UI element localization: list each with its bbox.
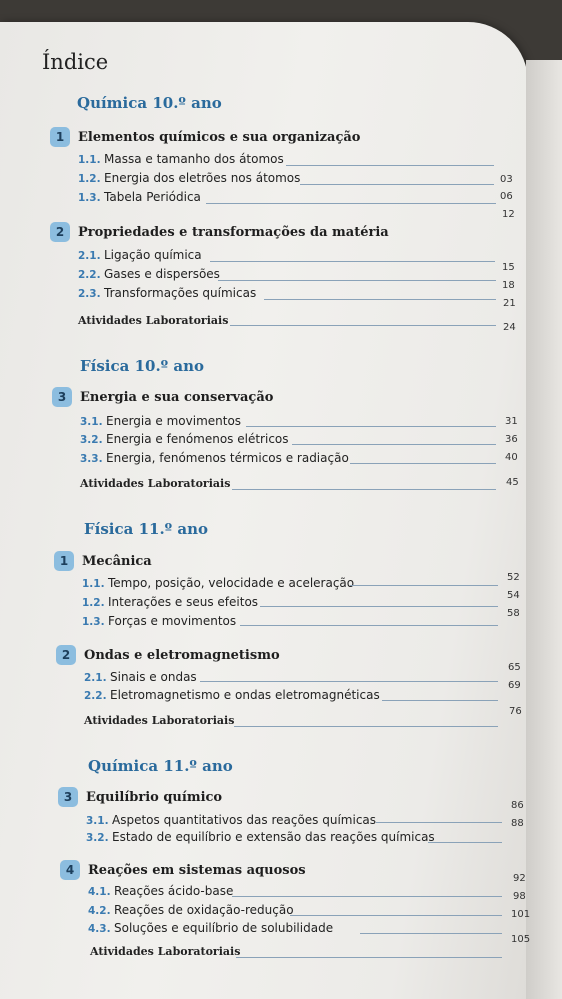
- entry-number: 2.2.: [84, 690, 107, 702]
- entry-number: 1.2.: [78, 173, 101, 185]
- toc-entry: [82, 614, 236, 628]
- leader-line: [236, 957, 502, 958]
- toc-entry: [90, 945, 240, 958]
- page-number: 69: [508, 680, 521, 691]
- leader-line: [218, 280, 496, 281]
- leader-line: [234, 726, 498, 727]
- toc-entry: [78, 267, 220, 281]
- entry-label: Ligação química: [104, 248, 202, 262]
- toc-entry: [78, 314, 228, 327]
- toc-entry: [78, 248, 202, 262]
- entry-label: Transformações químicas: [104, 286, 257, 300]
- section-heading: Física 11.º ano: [84, 520, 209, 538]
- entry-label: Tabela Periódica: [104, 190, 201, 204]
- page-number: 45: [506, 477, 519, 488]
- chapter-heading: [52, 387, 273, 407]
- page-number: 86: [511, 800, 524, 811]
- entry-number: 1.2.: [82, 597, 105, 609]
- entry-label: Eletromagnetismo e ondas eletromagnéticas: [110, 688, 380, 702]
- entry-label: Massa e tamanho dos átomos: [104, 152, 284, 166]
- toc-entry: [88, 921, 333, 935]
- entry-number: 4.1.: [88, 886, 111, 898]
- leader-line: [260, 606, 498, 607]
- entry-label: Reações ácido-base: [114, 884, 234, 898]
- toc-entry: [86, 813, 376, 827]
- entry-label: Atividades Laboratoriais: [84, 714, 235, 727]
- entry-number: 2.1.: [78, 250, 101, 262]
- page-number: 88: [511, 818, 524, 829]
- leader-line: [300, 184, 494, 185]
- entry-number: 3.2.: [80, 434, 103, 446]
- entry-label: Energia e fenómenos elétricos: [106, 432, 289, 446]
- entry-number: 1.3.: [78, 192, 101, 204]
- entry-number: 3.1.: [86, 815, 109, 827]
- leader-line: [232, 896, 502, 897]
- entry-number: 2.2.: [78, 269, 101, 281]
- entry-label: Aspetos quantitativos das reações químicas: [112, 813, 377, 827]
- chapter-heading: [56, 645, 280, 665]
- entry-number: 3.3.: [80, 453, 103, 465]
- page-number: 18: [502, 280, 515, 291]
- section-heading: Química 11.º ano: [88, 757, 233, 775]
- leader-line: [376, 822, 502, 823]
- leader-line: [382, 700, 498, 701]
- page-number: 92: [513, 873, 526, 884]
- page-number: 58: [507, 608, 520, 619]
- chapter-heading: [50, 127, 360, 147]
- section-heading: Química 10.º ano: [77, 94, 222, 112]
- leader-line: [210, 261, 495, 262]
- chapter-heading: [60, 860, 306, 880]
- entry-number: 3.2.: [86, 832, 109, 844]
- chapter-title: Equilíbrio químico: [86, 789, 223, 805]
- leader-line: [246, 426, 496, 427]
- entry-number: 1.1.: [82, 578, 105, 590]
- toc-entry: [78, 171, 300, 185]
- toc-entry: [84, 670, 197, 684]
- entry-label: Energia, fenómenos térmicos e radiação: [106, 451, 349, 465]
- book-page: [0, 22, 531, 999]
- page-number: 06: [500, 191, 513, 202]
- toc-entry: [82, 595, 258, 609]
- page-number: 03: [500, 174, 513, 185]
- chapter-title: Propriedades e transformações da matéria: [78, 224, 389, 240]
- leader-line: [428, 842, 502, 843]
- entry-label: Estado de equilíbrio e extensão das reações químicas: [112, 830, 435, 844]
- toc-entry: [80, 477, 230, 490]
- page-number: 15: [502, 262, 515, 273]
- entry-number: 4.3.: [88, 923, 111, 935]
- toc-entry: [78, 152, 284, 166]
- entry-label: Reações de oxidação-redução: [114, 903, 294, 917]
- chapter-title: Reações em sistemas aquosos: [88, 862, 306, 878]
- entry-number: 4.2.: [88, 905, 111, 917]
- chapter-title: Ondas e eletromagnetismo: [84, 647, 280, 663]
- toc-entry: [84, 714, 234, 727]
- chapter-heading: [50, 222, 389, 242]
- entry-number: 3.1.: [80, 416, 103, 428]
- chapter-number-badge: 1: [54, 551, 74, 571]
- page-number: 24: [503, 322, 516, 333]
- entry-label: Atividades Laboratoriais: [90, 945, 241, 958]
- chapter-number-badge: 2: [56, 645, 76, 665]
- page-number: 52: [507, 572, 520, 583]
- leader-line: [232, 489, 496, 490]
- toc-entry: [78, 286, 256, 300]
- toc-entry: [86, 830, 435, 844]
- chapter-number-badge: 1: [50, 127, 70, 147]
- entry-label: Atividades Laboratoriais: [78, 314, 229, 327]
- chapter-number-badge: 3: [58, 787, 78, 807]
- chapter-title: Energia e sua conservação: [80, 389, 274, 405]
- entry-label: Sinais e ondas: [110, 670, 197, 684]
- page-number: 21: [503, 298, 516, 309]
- leader-line: [230, 325, 496, 326]
- leader-line: [360, 933, 502, 934]
- page-number: 54: [507, 590, 520, 601]
- page-edge: [526, 60, 562, 999]
- toc-entry: [80, 414, 241, 428]
- leader-line: [240, 625, 498, 626]
- page-title: Índice: [42, 50, 109, 74]
- page-number: 76: [509, 706, 522, 717]
- leader-line: [350, 585, 498, 586]
- entry-label: Energia dos eletrões nos átomos: [104, 171, 301, 185]
- toc-entry: [88, 884, 233, 898]
- entry-number: 1.3.: [82, 616, 105, 628]
- toc-entry: [80, 432, 289, 446]
- page-number: 98: [513, 891, 526, 902]
- chapter-title: Elementos químicos e sua organização: [78, 129, 361, 145]
- page-number: 12: [502, 209, 515, 220]
- toc-entry: [80, 451, 349, 465]
- toc-entry: [78, 190, 201, 204]
- entry-label: Atividades Laboratoriais: [80, 477, 231, 490]
- section-heading: Física 10.º ano: [80, 357, 205, 375]
- entry-label: Soluções e equilíbrio de solubilidade: [114, 921, 334, 935]
- chapter-number-badge: 4: [60, 860, 80, 880]
- page-number: 101: [511, 909, 531, 920]
- page-number: 40: [505, 452, 518, 463]
- entry-number: 1.1.: [78, 154, 101, 166]
- page-number: 31: [505, 416, 518, 427]
- page-number: 105: [511, 934, 531, 945]
- chapter-number-badge: 2: [50, 222, 70, 242]
- chapter-title: Mecânica: [82, 553, 152, 569]
- leader-line: [206, 203, 496, 204]
- leader-line: [200, 681, 498, 682]
- page-number: 65: [508, 662, 521, 673]
- page-number: 36: [505, 434, 518, 445]
- entry-number: 2.3.: [78, 288, 101, 300]
- leader-line: [350, 463, 496, 464]
- leader-line: [290, 915, 502, 916]
- entry-label: Interações e seus efeitos: [108, 595, 259, 609]
- leader-line: [264, 299, 496, 300]
- entry-number: 2.1.: [84, 672, 107, 684]
- entry-label: Tempo, posição, velocidade e aceleração: [108, 576, 355, 590]
- chapter-number-badge: 3: [52, 387, 72, 407]
- chapter-heading: [54, 551, 152, 571]
- toc-entry: [82, 576, 354, 590]
- entry-label: Gases e dispersões: [104, 267, 220, 281]
- toc-entry: [84, 688, 380, 702]
- entry-label: Energia e movimentos: [106, 414, 242, 428]
- entry-label: Forças e movimentos: [108, 614, 237, 628]
- leader-line: [292, 444, 496, 445]
- chapter-heading: [58, 787, 222, 807]
- leader-line: [286, 165, 494, 166]
- toc-entry: [88, 903, 294, 917]
